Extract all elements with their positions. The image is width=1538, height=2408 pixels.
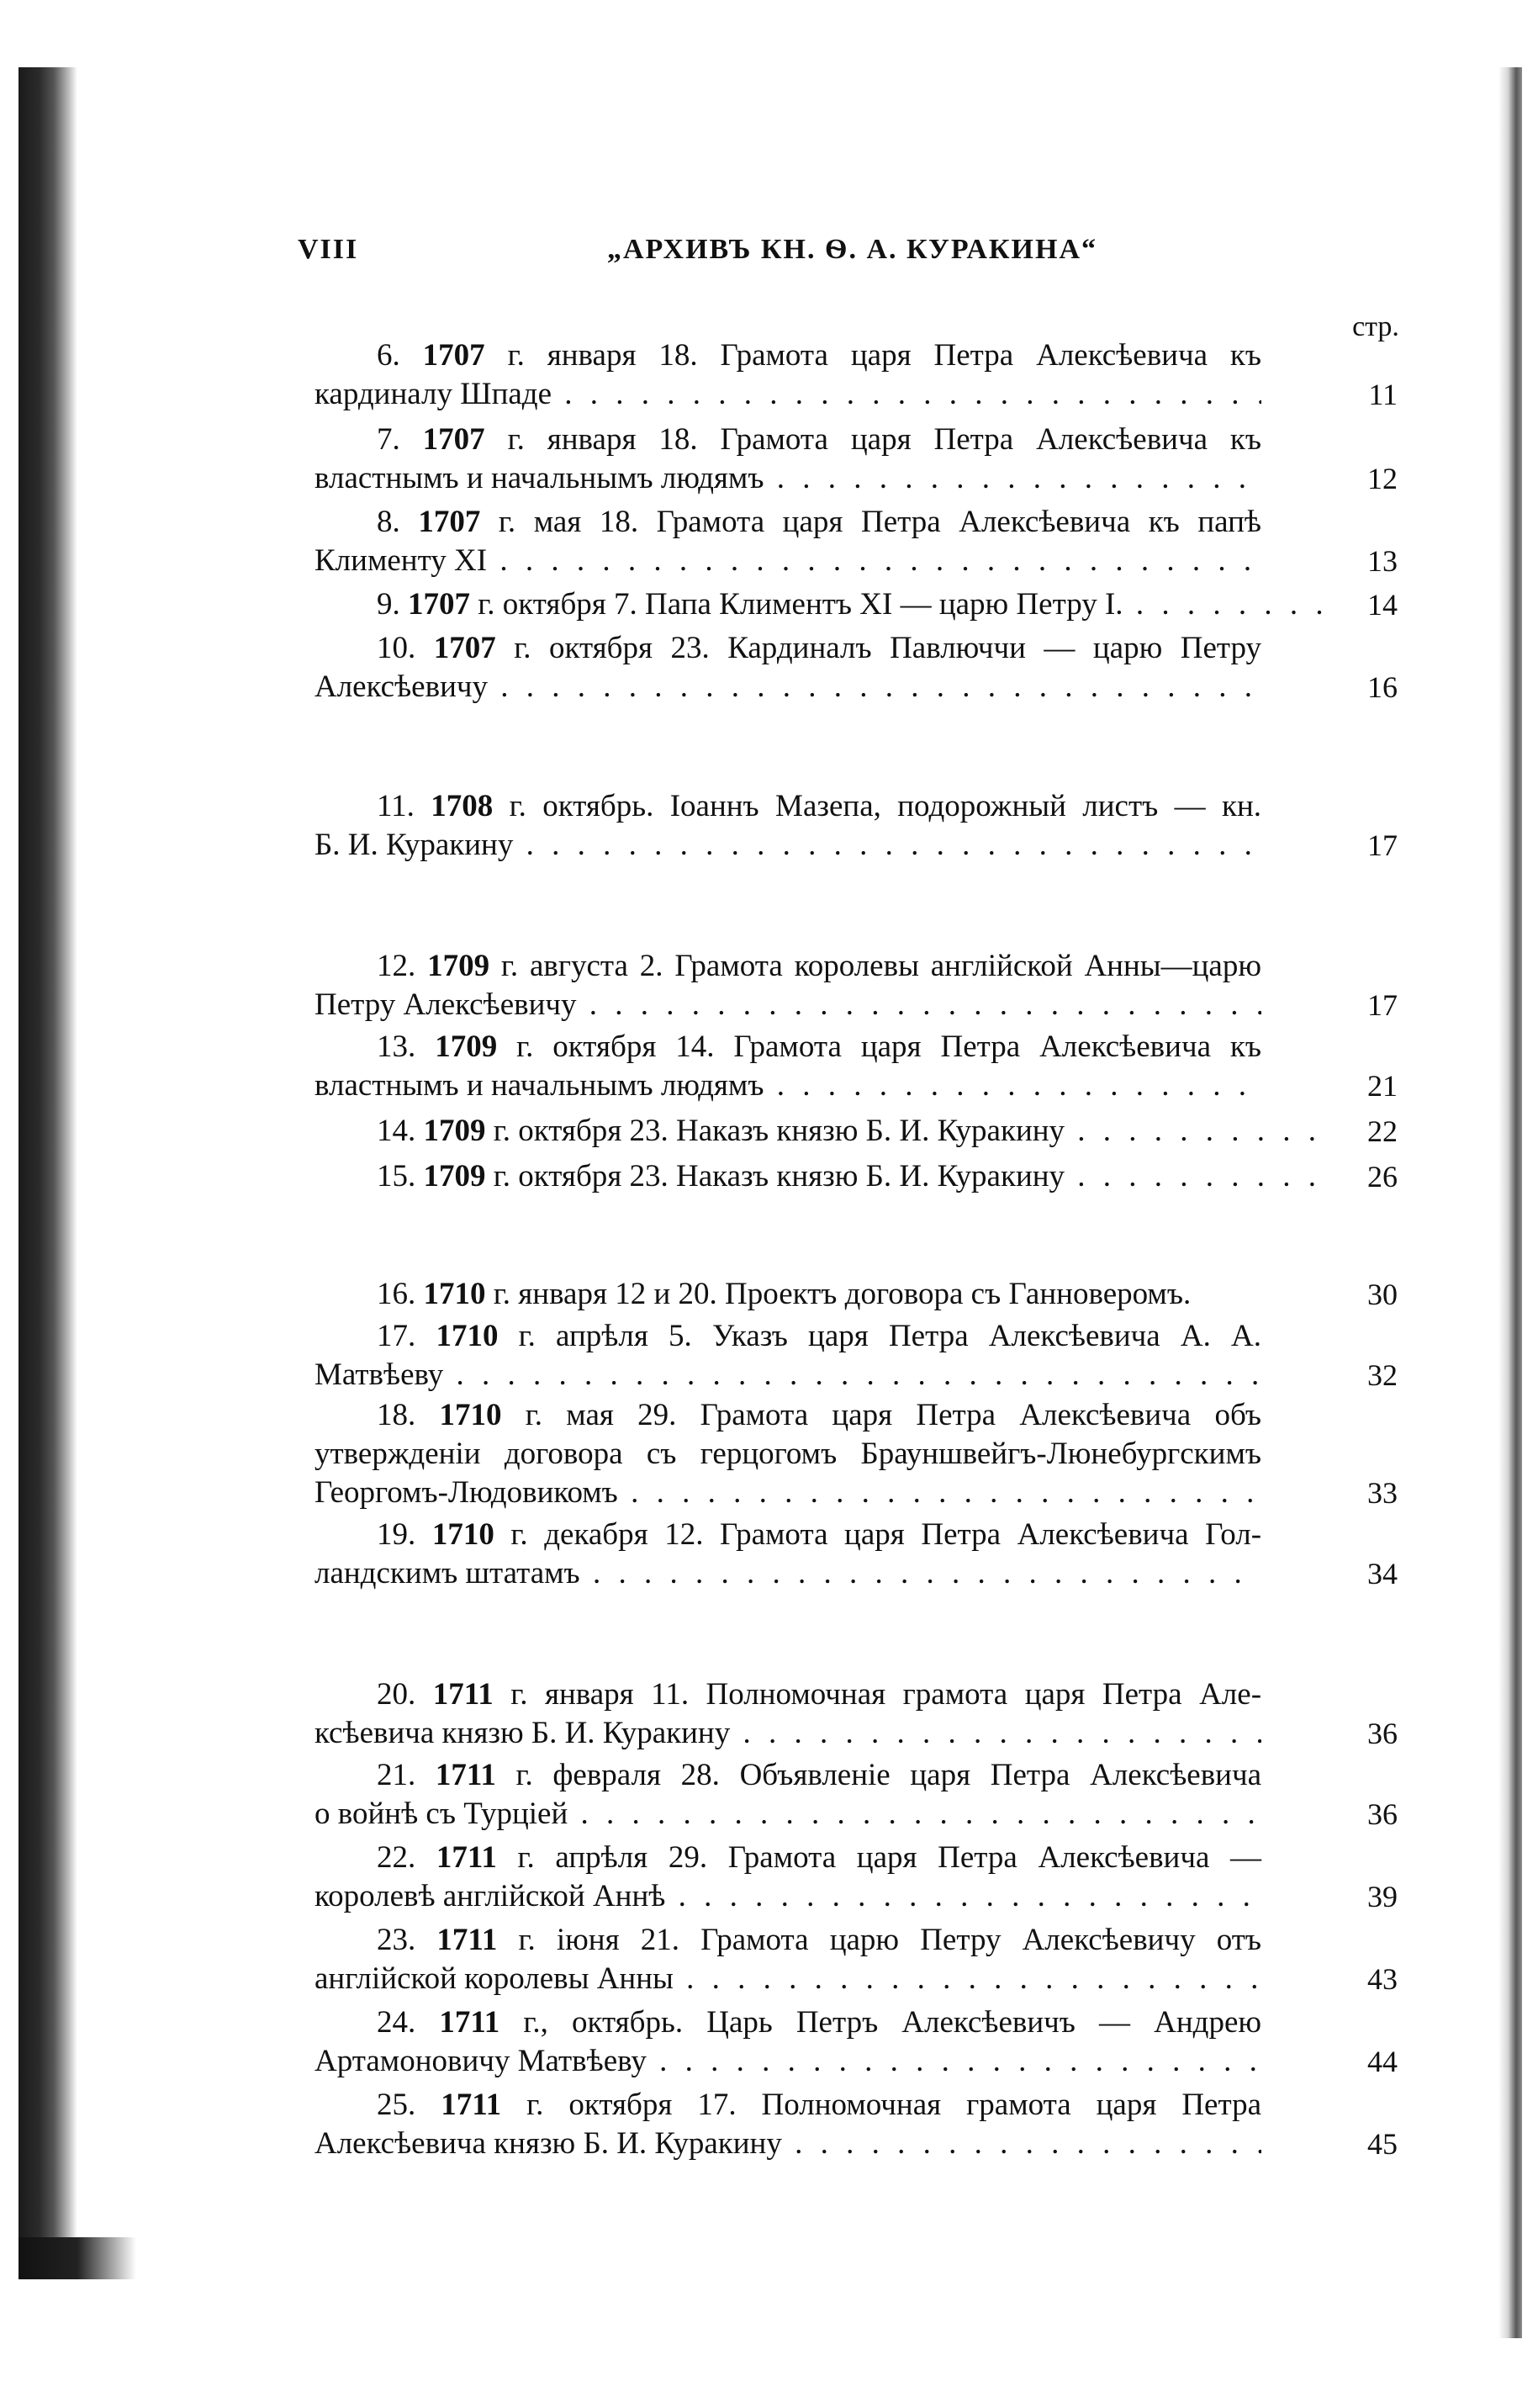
toc-entry-23[interactable]: 23. 1711 г. іюня 21. Грамота царю Петру Алексѣевичу отъ англійской королевы Анны . . . 43	[314, 1921, 1423, 1998]
toc-entry-16[interactable]: 16. 1710 г. января 12 и 20. Проектъ договора съ Ганноверомъ. 30	[314, 1275, 1423, 1314]
page-number: 17	[1367, 828, 1398, 862]
page-number: 14	[1367, 588, 1398, 622]
toc-entry-17[interactable]: 17. 1710 г. апрѣля 5. Указъ царя Петра Алексѣевича А. А. Матвѣеву . . . 32	[314, 1317, 1423, 1395]
toc-entry-19[interactable]: 19. 1710 г. декабря 12. Грамота царя Петра Алексѣевича Гол- ландскимъ штатамъ . . . 34	[314, 1516, 1423, 1593]
toc-entry-9[interactable]: 9. 1707 г. октября 7. Папа Климентъ XI — царю Петру I. . . . 14	[314, 585, 1423, 624]
page-folio: VIII	[298, 234, 359, 265]
page-number: 39	[1367, 1880, 1398, 1913]
page-number: 45	[1367, 2127, 1398, 2161]
page-number: 12	[1367, 462, 1398, 495]
toc-entry-8[interactable]: 8. 1707 г. мая 18. Грамота царя Петра Алексѣевича къ папѣ Клименту XI . . . 13	[314, 503, 1423, 580]
page-number: 36	[1367, 1797, 1398, 1831]
page-column-label: стр.	[1352, 311, 1399, 342]
toc-entry-25[interactable]: 25. 1711 г. октября 17. Полномочная грамота царя Петра Алексѣевича князю Б. И. Куракину . . . 45	[314, 2086, 1423, 2163]
running-title: „АРХИВЪ КН. Ѳ. А. КУРАКИНА“	[607, 234, 1097, 265]
toc-entry-21[interactable]: 21. 1711 г. февраля 28. Объявленіе царя Петра Алексѣевича о войнѣ съ Турціей . . . 36	[314, 1756, 1423, 1834]
page-number: 34	[1367, 1557, 1398, 1590]
page-number: 16	[1367, 670, 1398, 704]
toc-entry-22[interactable]: 22. 1711 г. апрѣля 29. Грамота царя Петра Алексѣевича — королевѣ англійской Аннѣ . . . 39	[314, 1839, 1423, 1916]
toc-entry-24[interactable]: 24. 1711 г., октябрь. Царь Петръ Алексѣевичъ — Андрею Артамоновичу Матвѣеву . . . 44	[314, 2003, 1423, 2081]
toc-entry-13[interactable]: 13. 1709 г. октября 14. Грамота царя Петра Алексѣевича къ властнымъ и начальнымъ людямъ . . . 21	[314, 1028, 1423, 1105]
page-number: 44	[1367, 2045, 1398, 2078]
page-number: 26	[1367, 1160, 1398, 1193]
toc-entry-18[interactable]: 18. 1710 г. мая 29. Грамота царя Петра Алексѣевича объ утвержденіи договора съ герцогомъ Брауншвейгъ-Люнебургскимъ Георгомъ-Людовикомъ . . . 33	[314, 1396, 1423, 1512]
toc-entry-11[interactable]: 11. 1708 г. октябрь. Іоаннъ Мазепа, подорожный листъ — кн. Б. И. Куракину . . . 17	[314, 787, 1423, 865]
page-number: 33	[1367, 1476, 1398, 1510]
page-number: 32	[1367, 1358, 1398, 1392]
toc-entry-20[interactable]: 20. 1711 г. января 11. Полномочная грамота царя Петра Але- ксѣевича князю Б. И. Куракину . . . 36	[314, 1675, 1423, 1753]
toc-entry-14[interactable]: 14. 1709 г. октября 23. Наказъ князю Б. И. Куракину . . . 22	[314, 1112, 1423, 1151]
page-number: 43	[1367, 1962, 1398, 1996]
left-spine-foot	[18, 2237, 136, 2279]
toc-entry-6[interactable]: 6. 1707 г. января 18. Грамота царя Петра Алексѣевича къ кардиналу Шпаде . . . 11	[314, 336, 1423, 414]
toc-entry-12[interactable]: 12. 1709 г. августа 2. Грамота королевы англійской Анны—царю Петру Алексѣевичу . . . 17	[314, 947, 1423, 1024]
toc-entry-15[interactable]: 15. 1709 г. октября 23. Наказъ князю Б. И. Куракину . . . 26	[314, 1157, 1423, 1196]
page-number: 30	[1367, 1278, 1398, 1311]
page-number: 22	[1367, 1114, 1398, 1148]
toc-entry-10[interactable]: 10. 1707 г. октября 23. Кардиналъ Павлюччи — царю Петру Алексѣевичу . . . 16	[314, 629, 1423, 707]
page-number: 13	[1367, 544, 1398, 578]
right-page-edge	[1498, 67, 1522, 2338]
page-number: 17	[1367, 988, 1398, 1022]
toc-entry-7[interactable]: 7. 1707 г. января 18. Грамота царя Петра Алексѣевича къ властнымъ и начальнымъ людямъ . . . 12	[314, 421, 1423, 498]
page-number: 21	[1367, 1069, 1398, 1103]
running-head	[298, 234, 1273, 276]
page-number: 11	[1368, 378, 1398, 411]
page-number: 36	[1367, 1717, 1398, 1750]
left-spine-shadow	[18, 67, 77, 2271]
